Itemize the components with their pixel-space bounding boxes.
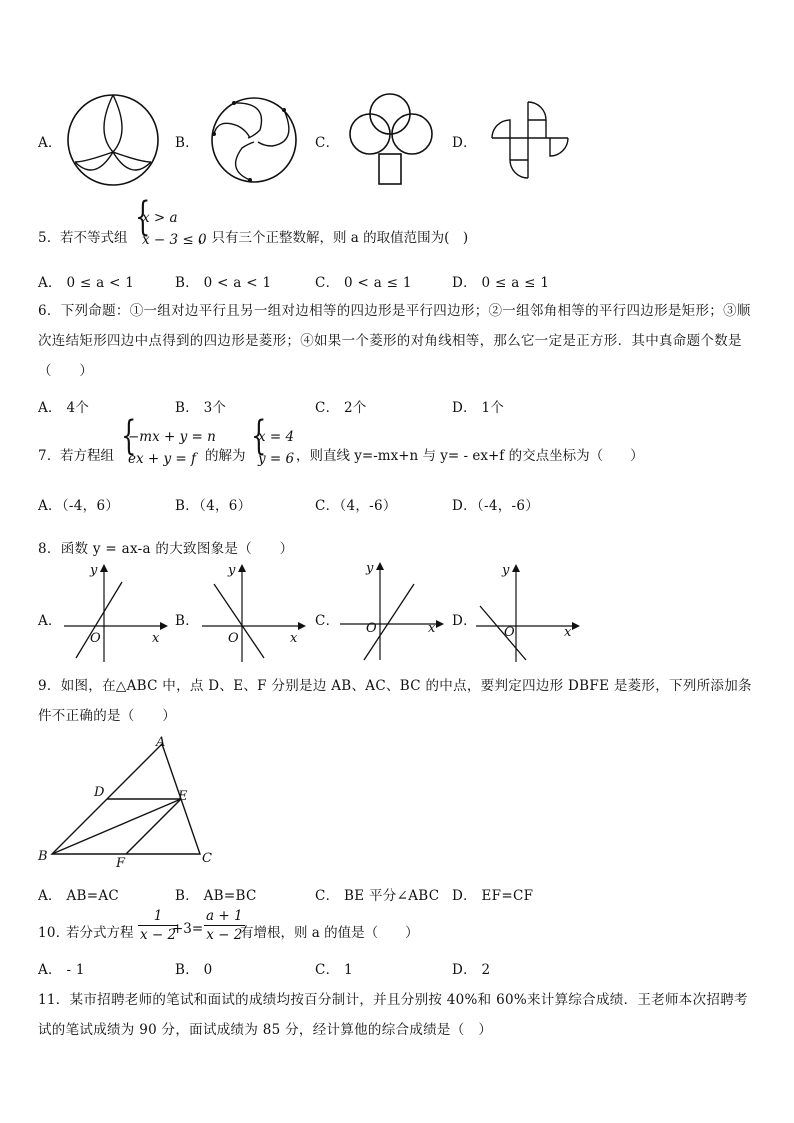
q7-middle: 的解为 [205, 448, 246, 464]
q9-point-d: D [94, 785, 105, 800]
q7-equation-1: −mx + y = n [128, 429, 216, 445]
q4-figure-a [65, 92, 161, 188]
q5-inequality-1: x > a [142, 210, 178, 226]
q5-option-d: D． 0 ≤ a ≤ 1 [452, 275, 550, 291]
q10-option-b: B． 0 [175, 962, 213, 978]
q11-text: 11．某市招聘老师的笔试和面试的成绩均按百分制计，并且分别按 40%和 60%来计算综合成绩．王老师本次招聘考试的笔试成绩为 90 分，面试成绩为 85 分，经计算他的综合成绩是（ ） [38, 992, 748, 1038]
q7-option-d: D．（-4，-6） [452, 498, 540, 514]
q4-figure-b [208, 96, 300, 184]
q9-option-a: A． AB=AC [38, 888, 120, 904]
q9-triangle-figure [34, 734, 224, 871]
q8-c-x-label: x [428, 621, 436, 636]
q7-equation-2: ex + y = f [128, 451, 197, 467]
q10-suffix: 有增根，则 a 的值是（ ） [240, 925, 419, 941]
q10-fraction-1-numerator: 1 [138, 907, 178, 926]
q9-option-c: C． BE 平分∠ABC [315, 888, 440, 904]
q8-option-c-label: C． [315, 613, 340, 629]
q10-fraction-2 [204, 907, 245, 944]
q5-inequality-2: x − 3 ≤ 0 [142, 232, 207, 248]
q8-a-y-label: y [90, 563, 98, 578]
q7-solution-system [246, 413, 296, 471]
q8-option-d-label: D． [452, 613, 477, 629]
q8-b-y-label: y [228, 563, 236, 578]
q9-option-b: B． AB=BC [175, 888, 257, 904]
q8-d-y-label: y [502, 563, 510, 578]
q7-number: 7． [38, 448, 61, 464]
q8-c-y-label: y [366, 561, 374, 576]
q10-fraction-1-denominator: x − 2 [140, 927, 177, 943]
q4-option-a-label: A． [38, 135, 62, 151]
q10-option-a: A． - 1 [38, 962, 85, 978]
q9-option-d: D． EF=CF [452, 888, 534, 904]
q7-brace-right: { [251, 413, 267, 459]
q8-d-origin: O [504, 625, 515, 640]
q7-equation-system [116, 413, 216, 471]
q7-solution-2: y = 6 [258, 451, 295, 467]
q6-option-b: B． 3个 [175, 400, 227, 416]
q9-point-b: B [38, 849, 48, 864]
q9-text: 9．如图，在△ABC 中，点 D、E、F 分别是边 AB、AC、BC 的中点，要判定四边形 DBFE 是菱形，下列所添加条件不正确的是（ ） [38, 678, 752, 724]
q7-brace-left: { [121, 413, 137, 459]
q9-point-f: F [116, 856, 126, 871]
q10-option-d: D． 2 [452, 962, 491, 978]
q8-text: 8．函数 y = ax-a 的大致图象是（ ） [38, 541, 294, 557]
q4-option-b-label: B． [175, 135, 200, 151]
q7-suffix: ，则直线 y=-mx+n 与 y= - ex+f 的交点坐标为（ ） [296, 448, 644, 464]
q6-option-c: C． 2个 [315, 400, 367, 416]
q8-graph-d [472, 562, 582, 666]
q5-inequality-system [130, 194, 207, 252]
q7-option-a: A．（-4，6） [38, 498, 120, 514]
q5-suffix: ，只有三个正整数解，则 a 的取值范围为( ) [198, 230, 469, 246]
q7-option-c: C．（4，-6） [315, 498, 397, 514]
q5-option-c: C． 0 < a ≤ 1 [315, 275, 412, 291]
q9-point-e: E [178, 789, 188, 804]
q4-figure-d [488, 98, 572, 182]
q4-option-c-label: C． [315, 135, 340, 151]
q8-option-a-label: A． [38, 613, 62, 629]
q10-fraction-2-denominator: x − 2 [206, 927, 243, 943]
q7-option-b: B．（4，6） [175, 498, 252, 514]
q4-option-d-label: D． [452, 135, 477, 151]
q8-graph-a [60, 562, 170, 666]
q9-point-a: A [156, 735, 166, 750]
q8-b-origin: O [228, 631, 239, 646]
q8-a-origin: O [90, 631, 101, 646]
q6-text: 6．下列命题：①一组对边平行且另一组对边相等的四边形是平行四边形；②一组邻角相等的平行四边形是矩形；③顺次连结矩形四边中点得到的四边形是菱形；④如果一个菱形的对角线相等，那么它一定是正方形．其中真命题个数是（ ） [38, 303, 751, 379]
q5-prefix: 若不等式组 [60, 230, 128, 246]
q10-number: 10． [38, 925, 70, 941]
q8-option-b-label: B． [175, 613, 200, 629]
q10-fraction-2-numerator: a + 1 [206, 908, 243, 924]
q6-option-d: D． 1个 [452, 400, 505, 416]
q7-solution-1: x = 4 [258, 429, 295, 445]
q10-prefix: 若分式方程 [66, 925, 134, 941]
q9-point-c: C [202, 851, 212, 866]
q7-prefix: 若方程组 [60, 448, 114, 464]
q4-figure-c [348, 92, 436, 186]
q8-d-x-label: x [564, 625, 572, 640]
q5-number: 5． [38, 230, 61, 246]
q8-c-origin: O [366, 621, 377, 636]
q8-graph-c [336, 560, 446, 664]
q8-a-x-label: x [152, 631, 160, 646]
q8-b-x-label: x [290, 631, 298, 646]
q5-option-a: A． 0 ≤ a < 1 [38, 275, 135, 291]
q8-graph-b [198, 562, 308, 666]
q5-brace: { [135, 194, 151, 240]
q6-option-a: A． 4个 [38, 400, 90, 416]
q5-option-b: B． 0 < a < 1 [175, 275, 272, 291]
q10-option-c: C． 1 [315, 962, 353, 978]
q10-plus: +3= [172, 921, 204, 937]
